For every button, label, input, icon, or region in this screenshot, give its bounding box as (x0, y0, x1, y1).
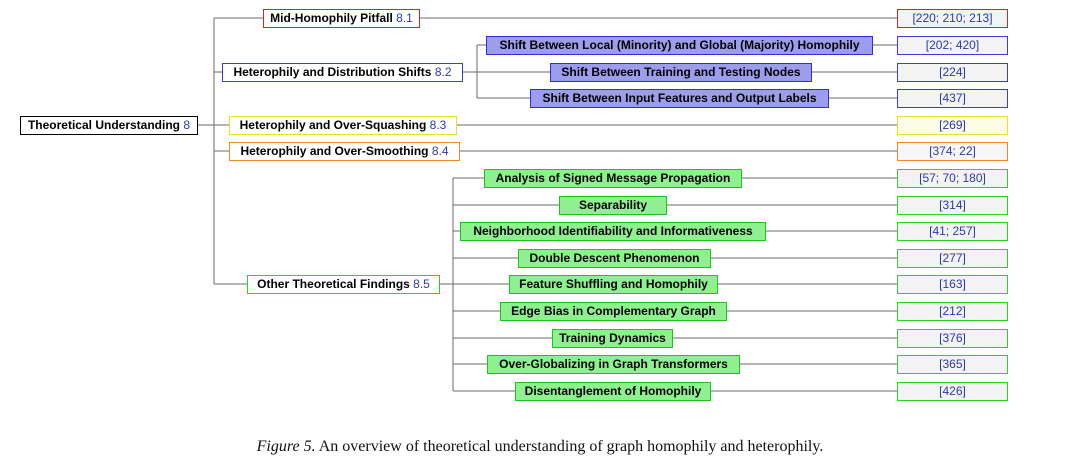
citation-disentanglement: [426] (897, 382, 1008, 401)
node-distribution-shifts (222, 63, 463, 82)
figure-caption (0, 438, 1080, 456)
citation-train-test-shift: [224] (897, 63, 1008, 82)
node-feature-shuffling: Feature Shuffling and Homophily (509, 275, 718, 294)
section-number: 8.2 (434, 65, 452, 79)
node-label: Heterophily and Distribution Shifts (233, 65, 432, 79)
node-local-global-shift: Shift Between Local (Minority) and Global (Majority) Homophily (486, 36, 873, 55)
node-over-smoothing (229, 142, 460, 161)
node-disentanglement: Disentanglement of Homophily (515, 382, 711, 401)
node-other-findings (247, 275, 440, 294)
citation-over-squashing: [269] (897, 116, 1008, 135)
node-over-globalizing: Over-Globalizing in Graph Transformers (487, 355, 740, 374)
node-over-squashing (229, 116, 457, 135)
section-number: 8.5 (413, 277, 430, 291)
section-number: 8.3 (429, 118, 447, 132)
root-node (20, 116, 198, 135)
citation-mid-homophily-pitfall: [220; 210; 213] (897, 9, 1008, 28)
citation-double-descent: [277] (897, 249, 1008, 268)
section-number: 8.4 (431, 144, 449, 158)
section-number: 8 (183, 118, 191, 132)
node-label: Mid-Homophily Pitfall (270, 11, 393, 25)
citation-neighborhood-identifiability: [41; 257] (897, 222, 1008, 241)
node-train-test-shift: Shift Between Training and Testing Nodes (550, 63, 812, 82)
node-edge-bias: Edge Bias in Complementary Graph (500, 302, 727, 321)
citation-over-globalizing: [365] (897, 355, 1008, 374)
figure-label: Figure 5. (256, 438, 316, 455)
citation-edge-bias: [212] (897, 302, 1008, 321)
node-label: Other Theoretical Findings (257, 277, 410, 291)
citation-over-smoothing: [374; 22] (897, 142, 1008, 161)
node-neighborhood-identifiability: Neighborhood Identifiability and Informativeness (460, 222, 766, 241)
caption-text: An overview of theoretical understanding of graph homophily and heterophily. (318, 438, 824, 455)
citation-training-dynamics: [376] (897, 329, 1008, 348)
citation-feature-shuffling: [163] (897, 275, 1008, 294)
root-label: Theoretical Understanding (27, 118, 180, 132)
node-separability: Separability (559, 196, 667, 215)
node-double-descent: Double Descent Phenomenon (518, 249, 711, 268)
citation-feature-label-shift: [437] (897, 89, 1008, 108)
node-feature-label-shift: Shift Between Input Features and Output Labels (530, 89, 829, 108)
citation-signed-message-propagation: [57; 70; 180] (897, 169, 1008, 188)
section-number: 8.1 (396, 11, 413, 25)
node-mid-homophily-pitfall (263, 9, 420, 28)
citation-local-global-shift: [202; 420] (897, 36, 1008, 55)
node-training-dynamics: Training Dynamics (552, 329, 673, 348)
node-label: Heterophily and Over-Smoothing (240, 144, 429, 158)
node-label: Heterophily and Over-Squashing (239, 118, 427, 132)
citation-separability: [314] (897, 196, 1008, 215)
node-signed-message-propagation: Analysis of Signed Message Propagation (484, 169, 742, 188)
